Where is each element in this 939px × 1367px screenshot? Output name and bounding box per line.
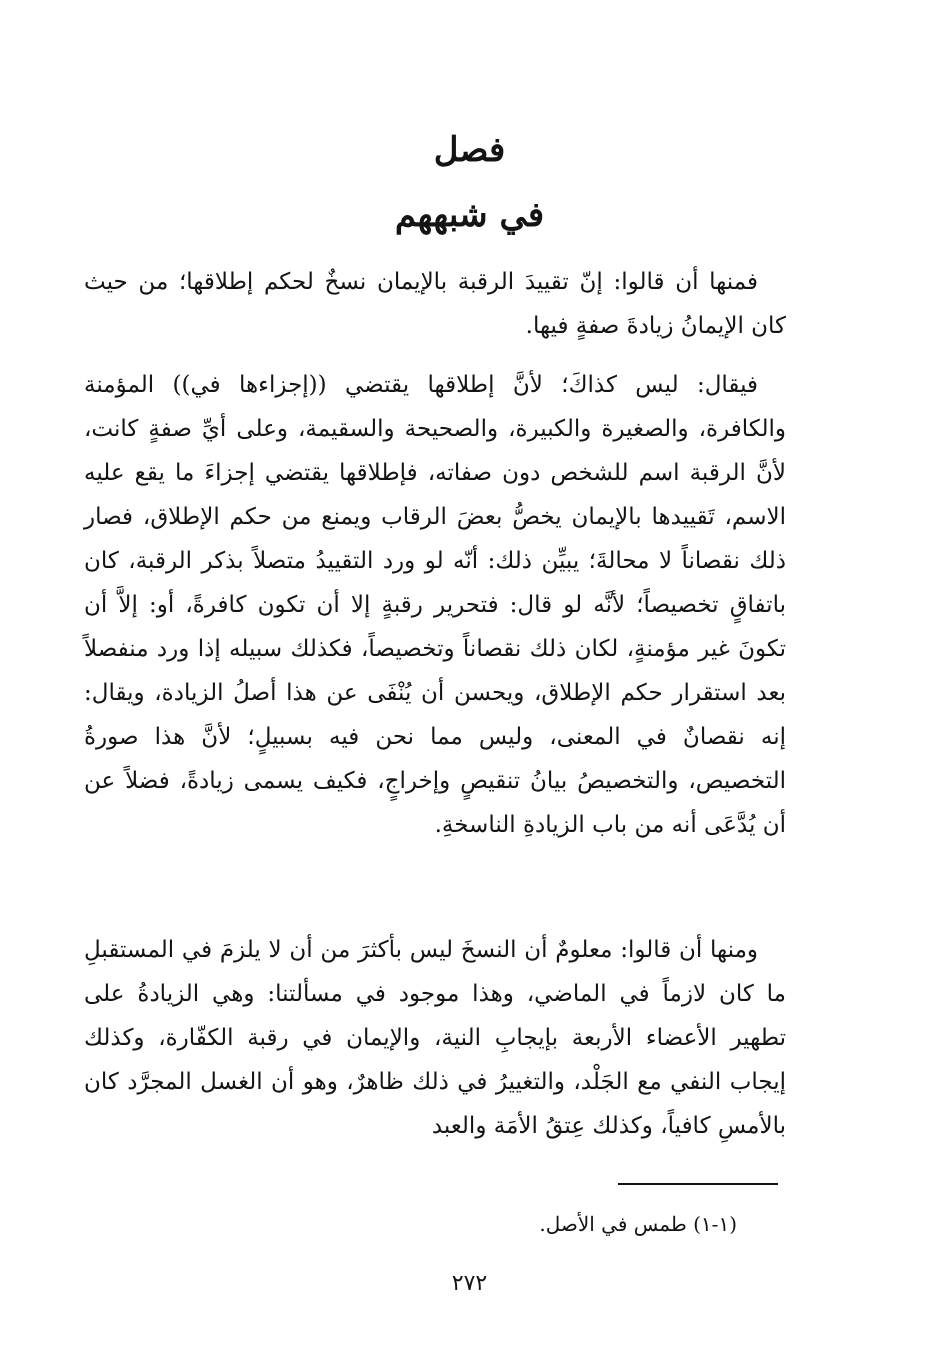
section-subtitle: في شبههم bbox=[394, 195, 545, 235]
section-title: فصل bbox=[433, 130, 506, 170]
page-number: ٢٧٢ bbox=[451, 1271, 488, 1296]
paragraph: ومنها أن قالوا: معلومٌ أن النسخَ ليس بأكثرَ من أن لا يلزمَ في المستقبلِ ما كان لازماً في الماضي، وهذا موجود في مسألتنا: وهي الزيادةُ على تطهير الأعضاء الأربعة بإيجابِ النية، والإيمان في رقبة الكفّارة، وكذلك إيجاب النفي مع الجَلْد، والتغييرُ في ذلك ظاهرٌ، وهو أن الغسل المجرَّد كان بالأمسِ كافياً، وكذلك عِتقُ الأمَة والعبد bbox=[84, 937, 786, 1139]
footnote: (١-١) طمس في الأصل. bbox=[539, 1212, 737, 1236]
paragraph: فمنها أن قالوا: إنّ تقييدَ الرقبة بالإيمان نسخٌ لحكم إطلاقها؛ من حيث كان الإيمانُ زيادةَ صفةٍ فيها. bbox=[84, 269, 786, 339]
footnote-divider bbox=[618, 1183, 778, 1185]
paragraph: فيقال: ليس كذاكَ؛ لأنَّ إطلاقها يقتضي ((إجزاءها في)) المؤمنة والكافرة، والصغيرة والكبيرة، والصحيحة والسقيمة، وعلى أيِّ صفةٍ كانت، لأنَّ الرقبة اسم للشخص دون صفاته، فإطلاقها يقتضي إجزاءَ ما يقع عليه الاسم، تَقييدها بالإيمان يخصُّ بعضَ الرقاب ويمنع من حكم الإطلاق، فصار ذلك نقصاناً لا محالةَ؛ يبيِّن ذلك: أنّه لو ورد التقييدُ متصلاً بذكر الرقبة، كان باتفاقٍ تخصيصاً؛ لأنَّه لو قال: فتحرير رقبةٍ إلا أن تكون كافرةً، أو: إلاَّ أن تكونَ غير مؤمنةٍ، لكان ذلك نقصاناً وتخصيصاً، فكذلك سبيله إذا ورد منفصلاً بعد استقرار حكم الإطلاق، ويحسن أن يُنْفَى عن هذا أصلُ الزيادة، ويقال: إنه نقصانٌ في المعنى، وليس مما نحن فيه بسبيلٍ؛ لأنَّ هذا صورةُ التخصيص، والتخصيصُ بيانُ تنقيصٍ وإخراجٍ، فكيف يسمى زيادةً، فضلاً عن أن يُدَّعَى أنه من باب الزيادةِ الناسخةِ. bbox=[84, 372, 786, 838]
